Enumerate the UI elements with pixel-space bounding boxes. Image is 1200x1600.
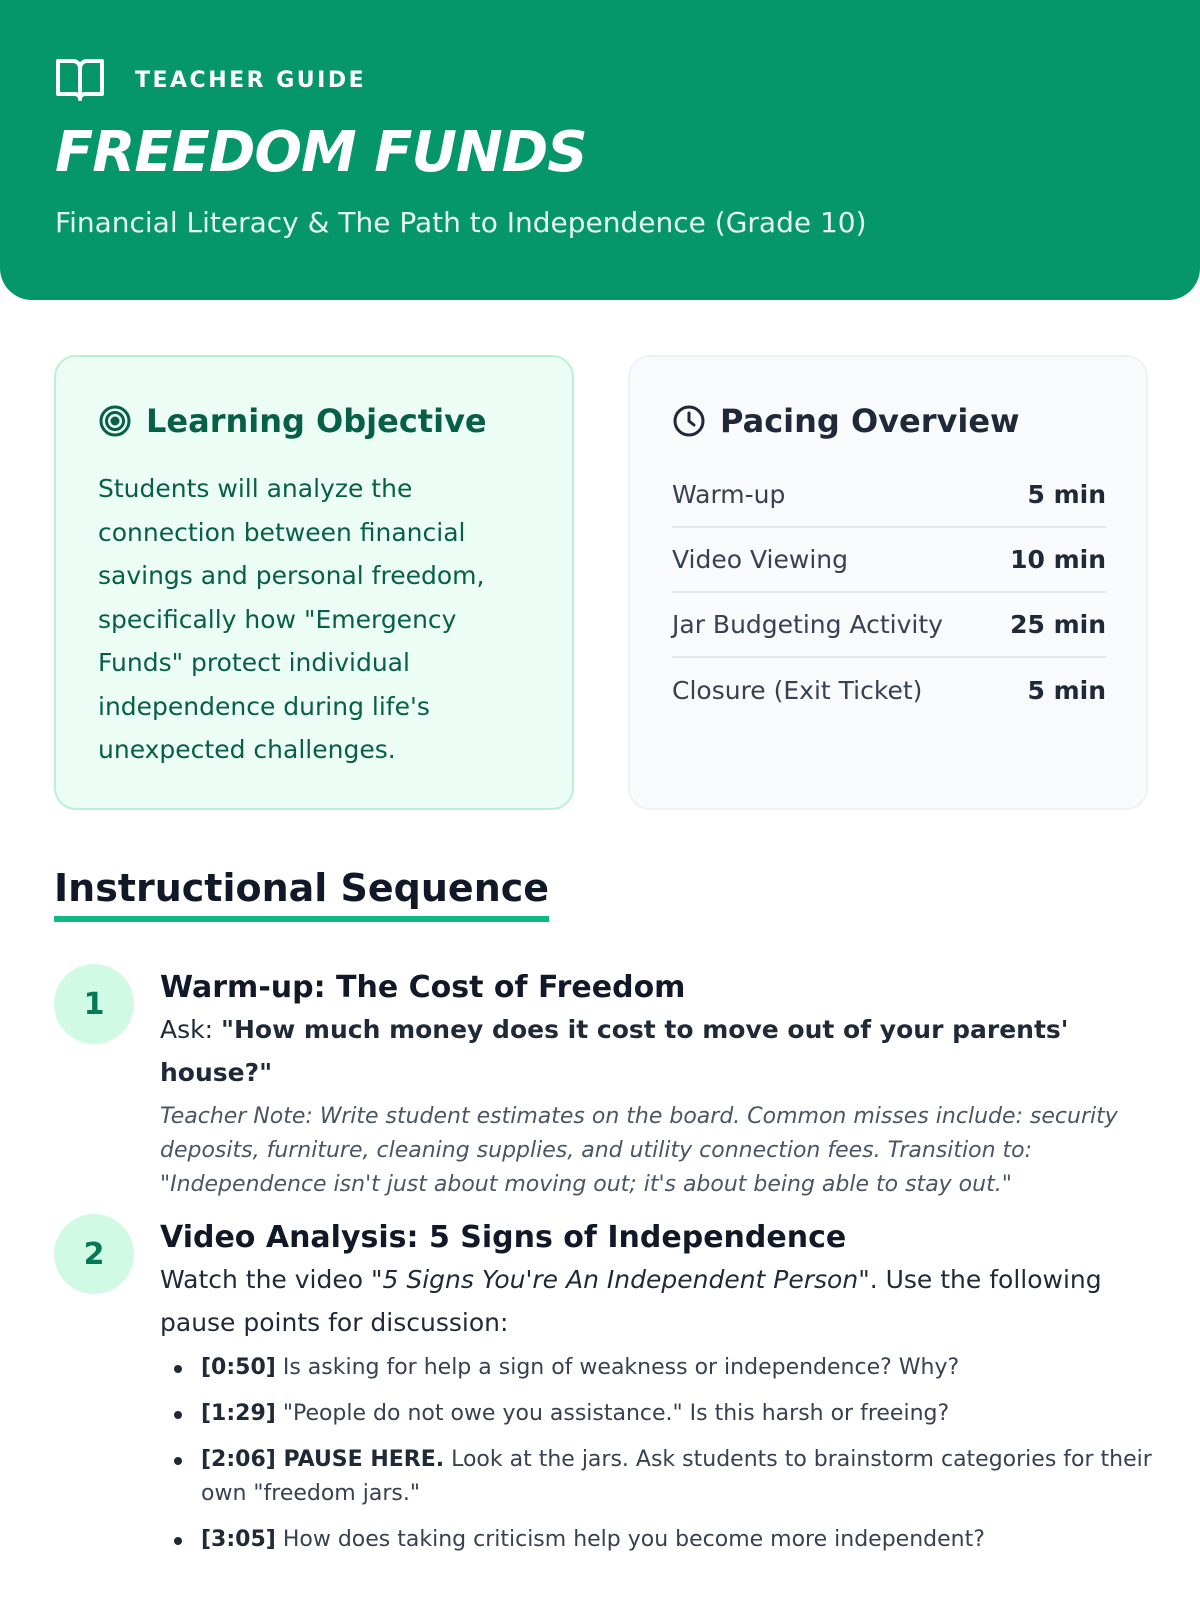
pause-text: Look at the jars. Ask students to brainstorm categories for their own "freedom jars.": [201, 1447, 1152, 1506]
pacing-overview-card: [628, 355, 1148, 810]
pacing-label: Warm-up: [672, 480, 786, 509]
learning-objective-text: Students will analyze the connection between financial savings and personal freedom, specifically how "Emergency Funds" protect individual independence during life's unexpected challenges.: [98, 474, 485, 764]
pacing-time: 25 min: [1010, 610, 1106, 639]
pacing-row: [672, 658, 1106, 723]
pause-point: [160, 1351, 1160, 1385]
pacing-row: [672, 463, 1106, 528]
video-instructions: [160, 1258, 1160, 1344]
ask-question: "How much money does it cost to move out of your parents' house?": [160, 1015, 1069, 1087]
ask-prefix: Ask:: [160, 1015, 221, 1044]
pacing-label: Video Viewing: [672, 545, 848, 574]
pacing-label: Jar Budgeting Activity: [672, 610, 943, 639]
pacing-label: Closure (Exit Ticket): [672, 676, 923, 705]
video-title: "5 Signs You're An Independent Person": [371, 1265, 870, 1294]
step-title: Warm-up: The Cost of Freedom: [160, 970, 686, 1005]
pacing-time: 10 min: [1010, 545, 1106, 574]
teacher-note: Teacher Note: Write student estimates on the board. Common misses include: security deposits, furniture, cleaning supplies, and utility connection fees. Transition to: "Independence isn't just about moving out; it's about being able to stay out.": [160, 1104, 1118, 1197]
pause-text: How does taking criticism help you become more independent?: [275, 1527, 985, 1552]
eyebrow: [55, 57, 366, 103]
pause-point: [160, 1443, 1160, 1511]
learning-objective-card: [54, 355, 574, 810]
pacing-overview-title: Pacing Overview: [720, 402, 1020, 440]
page-title: FREEDOM FUNDS: [55, 120, 587, 185]
pause-time: [0:50]: [201, 1355, 276, 1380]
pacing-time: 5 min: [1027, 676, 1106, 705]
pacing-list: [672, 463, 1106, 723]
pause-point: [160, 1523, 1160, 1557]
step-video-analysis: [160, 1220, 1160, 1569]
pacing-overview-header: [672, 402, 1020, 440]
step-number-badge: 2: [54, 1214, 134, 1294]
step-title: Video Analysis: 5 Signs of Independence: [160, 1220, 847, 1255]
pacing-row: [672, 528, 1106, 593]
pause-time: [3:05]: [201, 1527, 276, 1552]
pacing-row: [672, 593, 1106, 658]
clock-icon: [672, 404, 706, 438]
pause-time: [2:06] PAUSE HERE.: [201, 1447, 445, 1472]
header-banner: [0, 0, 1200, 300]
pause-text: Is asking for help a sign of weakness or independence? Why?: [275, 1355, 960, 1380]
pause-text: "People do not owe you assistance." Is this harsh or freeing?: [275, 1401, 950, 1426]
pause-points-list: [160, 1351, 1160, 1557]
step-ask: [160, 1008, 1160, 1094]
page-subtitle: Financial Literacy & The Path to Independence (Grade 10): [55, 206, 867, 239]
target-icon: [98, 404, 132, 438]
step-warm-up: [160, 970, 1160, 1202]
eyebrow-label: TEACHER GUIDE: [135, 67, 367, 93]
book-open-icon: [55, 57, 105, 103]
pacing-time: 5 min: [1027, 480, 1106, 509]
pause-point: [160, 1397, 1160, 1431]
learning-objective-header: [98, 402, 487, 440]
step-number-badge: 1: [54, 964, 134, 1044]
video-intro-prefix: Watch the video: [160, 1265, 371, 1294]
video-intro-suffix: . Use the following pause points for discussion:: [160, 1265, 1102, 1337]
learning-objective-title: Learning Objective: [146, 402, 487, 440]
pause-time: [1:29]: [201, 1401, 276, 1426]
instructional-sequence-title: Instructional Sequence: [54, 866, 549, 922]
